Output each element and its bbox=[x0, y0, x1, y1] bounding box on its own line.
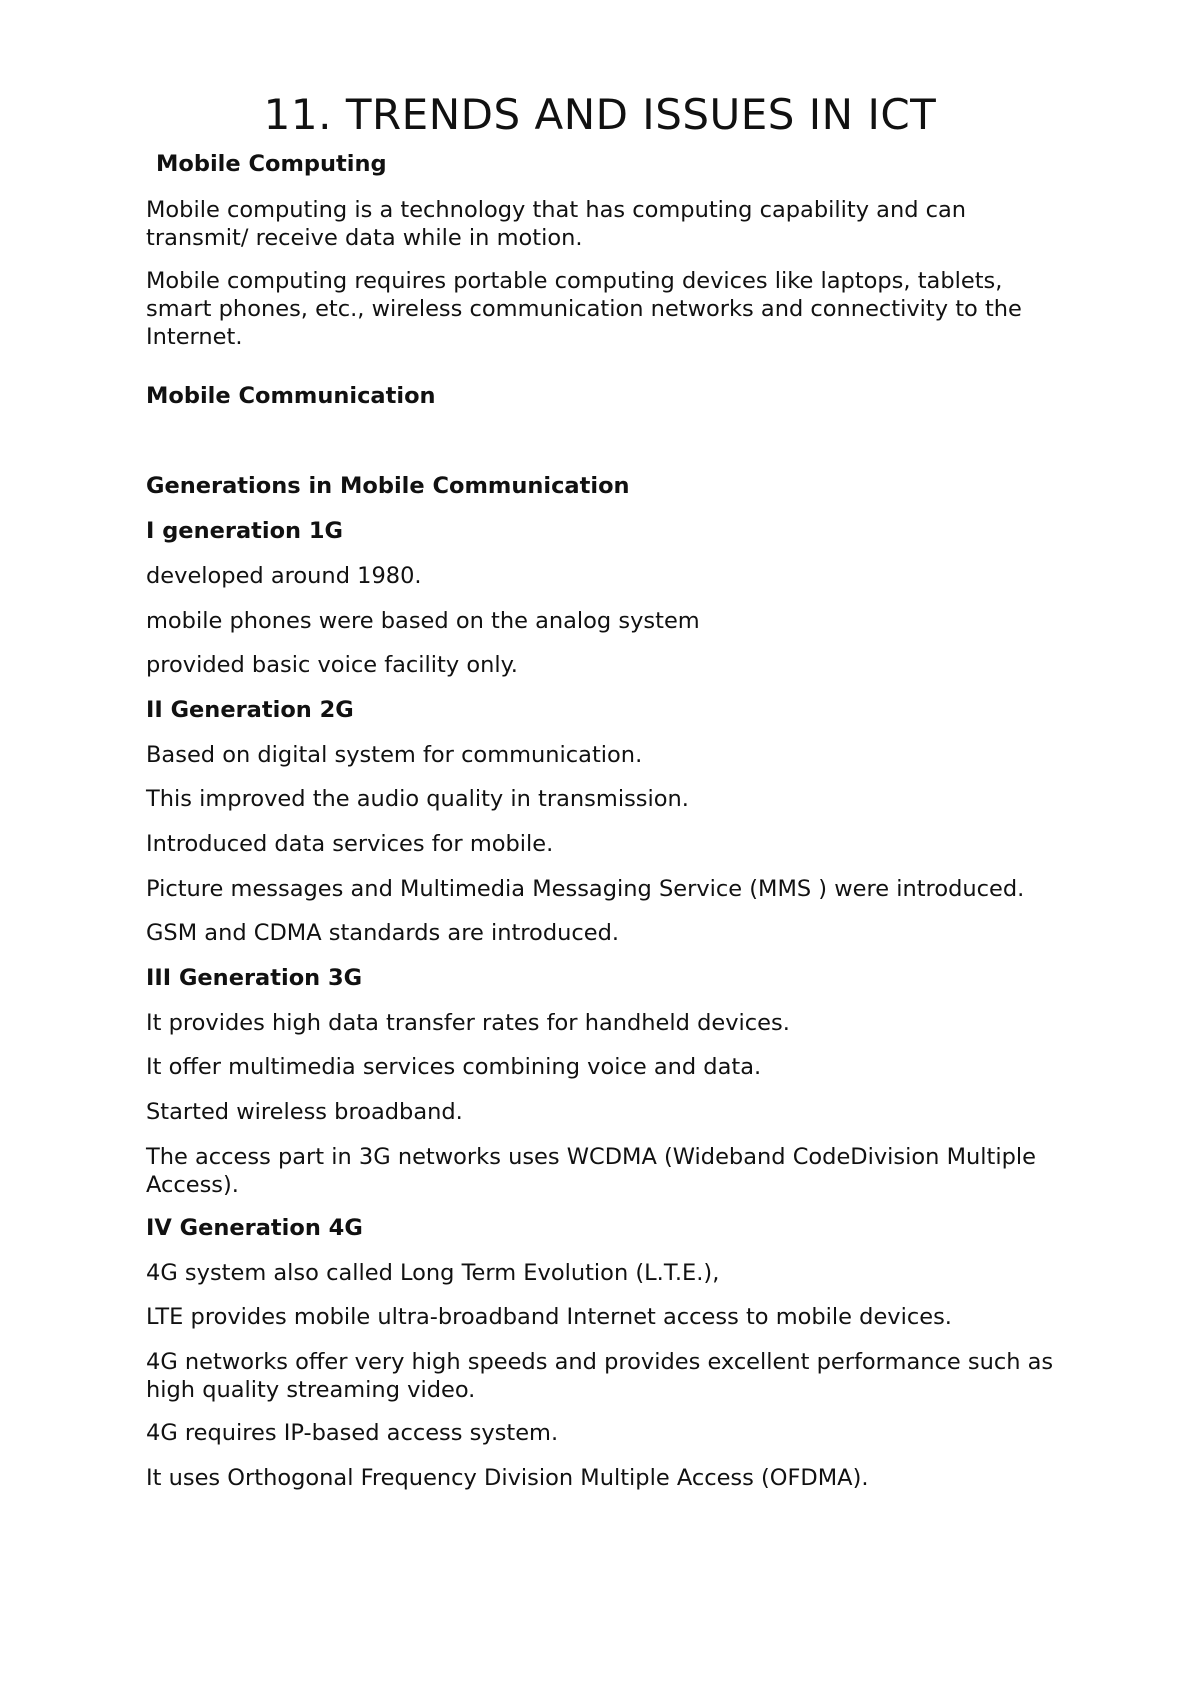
list-item: Picture messages and Multimedia Messaging Service (MMS ) were introduced. bbox=[146, 876, 1025, 902]
section-heading-mobile-communication: Mobile Communication bbox=[146, 383, 436, 409]
list-item: Based on digital system for communication. bbox=[146, 742, 643, 768]
list-item: mobile phones were based on the analog system bbox=[146, 608, 700, 634]
list-item: Started wireless broadband. bbox=[146, 1099, 463, 1125]
list-item: It provides high data transfer rates for handheld devices. bbox=[146, 1010, 790, 1036]
list-item: The access part in 3G networks uses WCDMA (Wideband CodeDivision Multiple Access). bbox=[146, 1144, 1036, 1198]
subheading-3g: III Generation 3G bbox=[146, 965, 363, 991]
list-item: It uses Orthogonal Frequency Division Multiple Access (OFDMA). bbox=[146, 1465, 869, 1491]
subheading-4g: IV Generation 4G bbox=[146, 1215, 363, 1241]
section-heading-generations: Generations in Mobile Communication bbox=[146, 473, 630, 499]
section-heading-mobile-computing: Mobile Computing bbox=[156, 151, 387, 177]
subheading-2g: II Generation 2G bbox=[146, 697, 354, 723]
list-item: provided basic voice facility only. bbox=[146, 652, 518, 678]
list-item: LTE provides mobile ultra-broadband Internet access to mobile devices. bbox=[146, 1304, 952, 1330]
list-item: developed around 1980. bbox=[146, 563, 422, 589]
list-item: GSM and CDMA standards are introduced. bbox=[146, 920, 620, 946]
list-item: This improved the audio quality in transmission. bbox=[146, 786, 689, 812]
list-item: It offer multimedia services combining voice and data. bbox=[146, 1054, 762, 1080]
paragraph-mobile-computing-requirements: Mobile computing requires portable computing devices like laptops, tablets, smart phones, etc., wireless communication networks and connectivity to the Internet. bbox=[146, 268, 1022, 350]
subheading-1g: I generation 1G bbox=[146, 518, 344, 544]
list-item: 4G system also called Long Term Evolution (L.T.E.), bbox=[146, 1260, 720, 1286]
page-title: 11. TRENDS AND ISSUES IN ICT bbox=[263, 90, 937, 139]
list-item: Introduced data services for mobile. bbox=[146, 831, 554, 857]
paragraph-mobile-computing-definition: Mobile computing is a technology that has computing capability and can transmit/ receive data while in motion. bbox=[146, 197, 967, 251]
list-item: 4G requires IP-based access system. bbox=[146, 1420, 559, 1446]
list-item: 4G networks offer very high speeds and provides excellent performance such as high quality streaming video. bbox=[146, 1349, 1054, 1403]
